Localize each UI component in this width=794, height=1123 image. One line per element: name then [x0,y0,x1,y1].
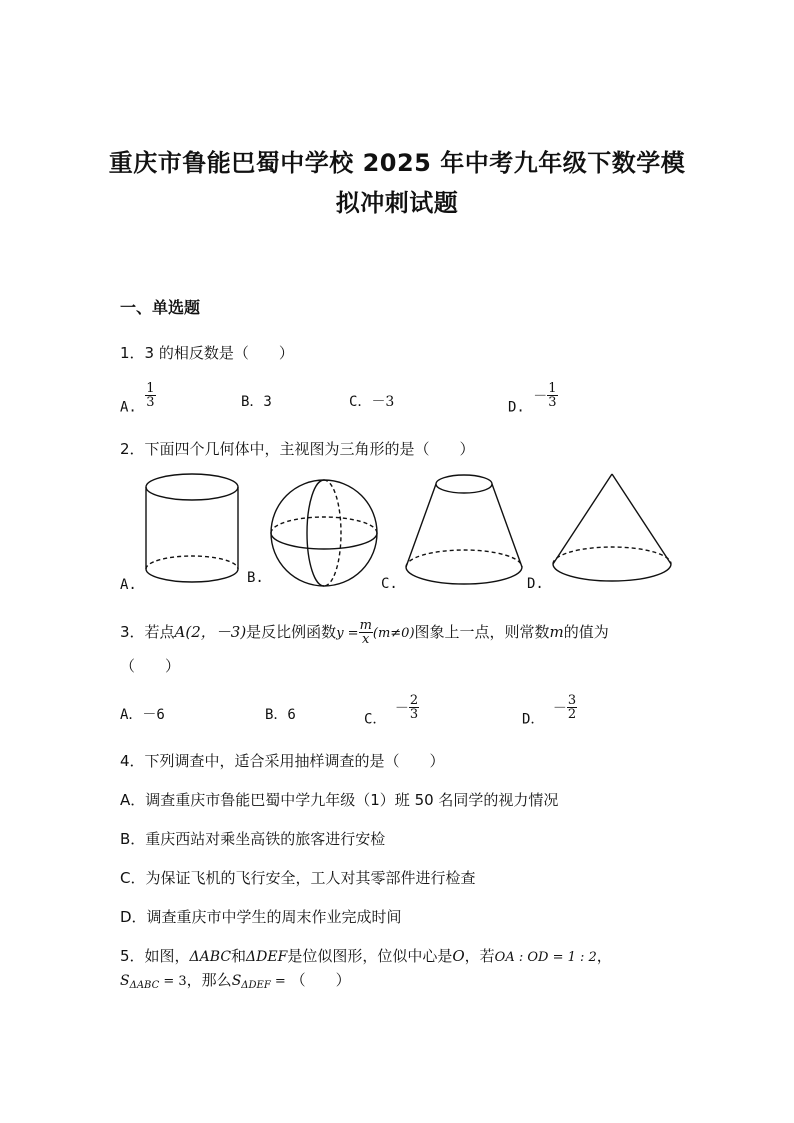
q3-c-numerator: 2 [409,693,419,708]
q3-option-b: B．6 [265,707,296,723]
q5-triangle-abc: ΔABC [189,949,232,965]
q1-option-a-fraction [145,382,155,409]
q5-text-4: ，那么 [186,971,232,989]
q3-func-lhs: y = [336,626,359,641]
q2-option-d-label: D. [527,576,544,592]
q1-option-b: B．3 [241,394,272,410]
q1-option-c-label: C． [349,394,372,410]
q3-option-a: A．－6 [120,707,165,723]
q3-text-4: 的值为 [563,623,609,641]
q5-stem-line2 [120,969,351,991]
q1-option-a-label: A. [120,399,137,416]
q3-option-c-sign: － [394,700,409,717]
q1-stem: 1．3 的相反数是（ ） [120,344,294,362]
q2-option-c-label: C. [381,576,398,592]
q5-stem-line1 [120,945,612,966]
cylinder-shape [146,474,238,582]
q2-stem: 2．下面四个几何体中，主视图为三角形的是（ ） [120,440,475,458]
q5-text-5: （ ） [290,971,351,989]
q5-text-3: ，若 [464,947,495,965]
sphere-shape [271,480,377,586]
q1-d-denominator: 3 [548,395,557,410]
q5-comma: ， [596,947,612,965]
q1-a-denominator: 3 [146,395,155,410]
q3-stem-line2: （ ） [120,657,181,675]
q5-center: O [452,947,465,965]
q1-option-d-fraction [547,382,557,409]
q3-option-d-sign: － [552,700,567,717]
q3-option-d-fraction [567,694,577,721]
q3-option-c [364,694,419,729]
q3-option-c-fraction [409,694,419,721]
q1-option-c [349,391,394,411]
q4-option-c: C．为保证飞机的飞行安全，工人对其零部件进行检查 [120,869,476,887]
q3-c-denominator: 3 [409,707,419,722]
q1-d-numerator: 1 [548,381,557,396]
q5-area-abc-symbol: S [120,973,130,989]
q5-area-abc-subscript: ΔABC [129,980,160,991]
cone-shape [553,474,671,581]
q1-option-d-label: D. [508,399,525,416]
q5-triangle-def: ΔDEF [246,949,288,965]
q5-area-def-equals: = [270,974,286,989]
q3-func-numerator: m [359,618,372,633]
q5-area-def-symbol: S [231,973,242,989]
q3-d-denominator: 2 [567,707,577,722]
q3-stem-line1 [120,619,609,646]
q3-option-d-label: D． [522,711,545,728]
q5-area-abc-value: = 3 [159,974,187,989]
q4-stem: 4．下列调查中，适合采用抽样调查的是（ ） [120,752,445,770]
q5-ratio: OA : OD = 1 : 2 [494,950,597,965]
q4-option-a: A．调查重庆市鲁能巴蜀中学九年级（1）班 50 名同学的视力情况 [120,791,559,809]
q3-text-3: 图象上一点，则常数 [414,623,550,641]
q3-text-1: 3．若点 [120,623,175,641]
q1-option-d [508,382,558,416]
q3-func-denominator: x [362,632,370,647]
frustum-shape [406,475,522,584]
q5-text-2: 是位似图形，位似中心是 [287,947,453,965]
q3-option-c-label: C． [364,711,387,728]
q1-option-d-sign: － [533,388,548,405]
q3-point: A(2，－3) [174,623,247,641]
q4-option-b: B．重庆西站对乘坐高铁的旅客进行安检 [120,830,386,848]
q5-area-def-subscript: ΔDEF [241,980,271,991]
q1-a-numerator: 1 [146,381,155,396]
q2-option-b-label: B. [247,570,264,586]
q3-func-fraction [359,619,373,646]
page-title-line1: 重庆市鲁能巴蜀中学校 2025 年中考九年级下数学模 [108,149,686,177]
q5-text-1: 5．如图， [120,947,190,965]
page-title-line2: 拟冲刺试题 [335,189,459,217]
q4-option-d: D．调查重庆市中学生的周末作业完成时间 [120,908,402,926]
q5-text-and: 和 [231,947,247,965]
q3-option-d [522,694,577,729]
q3-d-numerator: 3 [567,693,577,708]
q3-func-condition: (m≠0) [372,626,415,641]
q1-option-a [120,382,156,416]
q2-option-a-label: A. [120,577,137,593]
q3-text-2: 是反比例函数 [246,623,337,641]
q1-option-c-value: －3 [371,394,395,410]
section-heading: 一、单选题 [120,298,201,317]
q3-variable: m [549,623,564,641]
